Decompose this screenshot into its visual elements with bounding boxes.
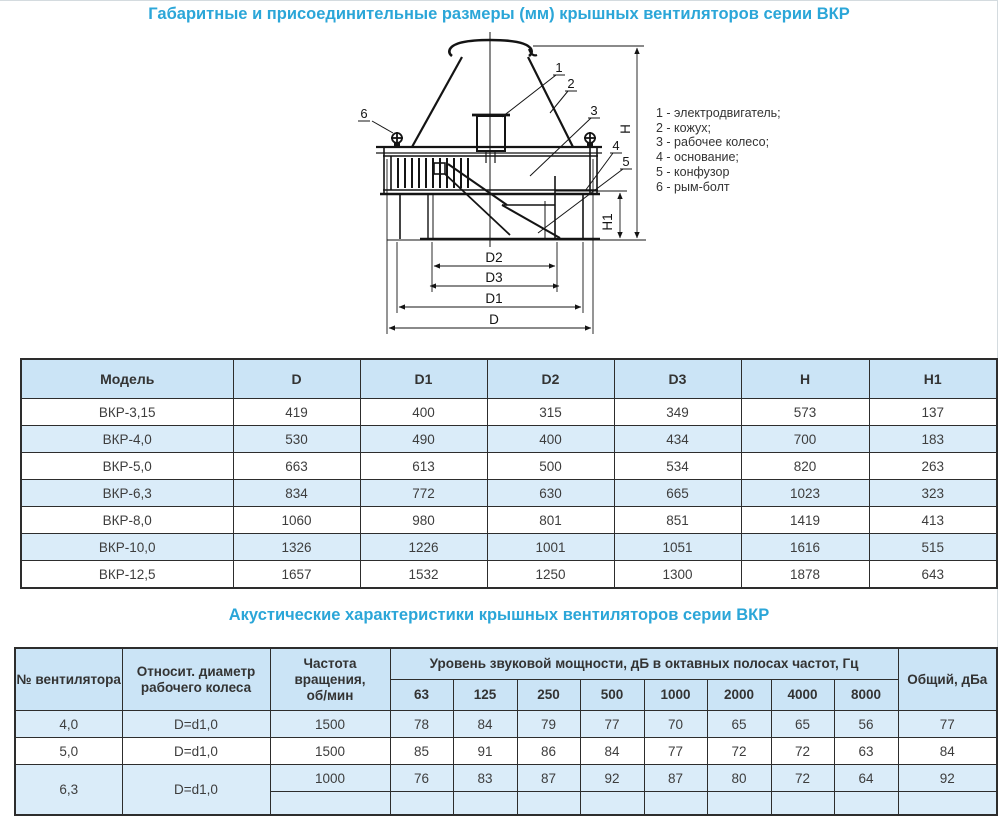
cell-total: 92 bbox=[898, 765, 997, 792]
header-cell-sound-power-group: Уровень звуковой мощности, дБ в октавных полосах частот, Гц bbox=[390, 648, 898, 680]
table-cell: 573 bbox=[741, 399, 869, 426]
header-cell-freq: 1000 bbox=[644, 680, 707, 711]
table-cell: 1532 bbox=[360, 561, 487, 589]
table-cell: 434 bbox=[614, 426, 741, 453]
table-cell bbox=[517, 792, 580, 816]
table-cell: 83 bbox=[453, 765, 517, 792]
table-cell: 70 bbox=[644, 711, 707, 738]
header-cell-freq: 250 bbox=[517, 680, 580, 711]
header-cell-freq: 8000 bbox=[834, 680, 898, 711]
cell-model: ВКР-3,15 bbox=[21, 399, 233, 426]
table-cell: 323 bbox=[869, 480, 997, 507]
cell-rpm: 1500 bbox=[270, 711, 390, 738]
table-cell bbox=[644, 792, 707, 816]
cell-model: ВКР-8,0 bbox=[21, 507, 233, 534]
table-cell: 419 bbox=[233, 399, 360, 426]
table-cell: 85 bbox=[390, 738, 453, 765]
table-cell: 663 bbox=[233, 453, 360, 480]
table-cell: 1300 bbox=[614, 561, 741, 589]
cell-fan-number: 5,0 bbox=[15, 738, 122, 765]
table-cell: 91 bbox=[453, 738, 517, 765]
table-cell: 87 bbox=[517, 765, 580, 792]
table-row bbox=[15, 765, 997, 792]
table-cell: 413 bbox=[869, 507, 997, 534]
legend-item: 4 - основание; bbox=[656, 150, 739, 165]
header-cell-freq: 2000 bbox=[707, 680, 771, 711]
legend-item: 5 - конфузор bbox=[656, 164, 730, 179]
cell-model: ВКР-12,5 bbox=[21, 561, 233, 589]
cell-fan-number: 4,0 bbox=[15, 711, 122, 738]
header-cell-rel-diameter: Относит. диаметр рабочего колеса bbox=[122, 648, 270, 711]
table-cell: 65 bbox=[771, 711, 834, 738]
header-cell-d1: D1 bbox=[360, 359, 487, 399]
table-cell: 72 bbox=[771, 738, 834, 765]
table-cell bbox=[390, 792, 453, 816]
page-title-dimensions: Габаритные и присоединительные размеры (мм) крышных вентиляторов серии ВКР bbox=[148, 5, 850, 23]
table-cell: 801 bbox=[487, 507, 614, 534]
header-cell-freq: 500 bbox=[580, 680, 644, 711]
diagram-legend bbox=[656, 106, 781, 194]
table-cell: 76 bbox=[390, 765, 453, 792]
cell-diameter: D=d1,0 bbox=[122, 738, 270, 765]
table-cell bbox=[771, 792, 834, 816]
table-cell: 1051 bbox=[614, 534, 741, 561]
header-cell-d3: D3 bbox=[614, 359, 741, 399]
table-row bbox=[21, 480, 997, 507]
table-cell: 65 bbox=[707, 711, 771, 738]
table-cell: 613 bbox=[360, 453, 487, 480]
table-row bbox=[21, 561, 997, 589]
table-cell: 1616 bbox=[741, 534, 869, 561]
header-cell-freq: 63 bbox=[390, 680, 453, 711]
header-cell-h1: H1 bbox=[869, 359, 997, 399]
dim-label-d1: D1 bbox=[485, 291, 503, 306]
callout-4: 4 bbox=[612, 138, 620, 153]
table-cell: 1326 bbox=[233, 534, 360, 561]
table-cell: 515 bbox=[869, 534, 997, 561]
table-cell: 630 bbox=[487, 480, 614, 507]
table-header-row bbox=[21, 359, 997, 399]
table-cell: 183 bbox=[869, 426, 997, 453]
table-cell: 84 bbox=[580, 738, 644, 765]
table-cell: 84 bbox=[453, 711, 517, 738]
header-cell-total-dba: Общий, дБа bbox=[898, 648, 997, 711]
cell-model: ВКР-6,3 bbox=[21, 480, 233, 507]
header-cell-h: H bbox=[741, 359, 869, 399]
cell-total: 84 bbox=[898, 738, 997, 765]
table-cell: 643 bbox=[869, 561, 997, 589]
fan-diagram bbox=[0, 29, 998, 355]
table-row bbox=[21, 534, 997, 561]
cell-model: ВКР-4,0 bbox=[21, 426, 233, 453]
table-cell: 665 bbox=[614, 480, 741, 507]
table-cell: 700 bbox=[741, 426, 869, 453]
table-cell: 400 bbox=[487, 426, 614, 453]
dim-label-d2: D2 bbox=[485, 250, 503, 265]
table-cell: 92 bbox=[580, 765, 644, 792]
table-row bbox=[15, 738, 997, 765]
table-cell: 400 bbox=[360, 399, 487, 426]
table-cell: 851 bbox=[614, 507, 741, 534]
table-cell: 72 bbox=[707, 738, 771, 765]
cell-model: ВКР-10,0 bbox=[21, 534, 233, 561]
callout-5: 5 bbox=[622, 154, 630, 169]
legend-item: 3 - рабочее колесо; bbox=[656, 135, 770, 150]
table-cell: 772 bbox=[360, 480, 487, 507]
eyebolt-icons bbox=[391, 132, 596, 147]
table-cell: 1023 bbox=[741, 480, 869, 507]
table-cell: 77 bbox=[644, 738, 707, 765]
acoustics-table bbox=[14, 647, 998, 816]
legend-item: 1 - электродвигатель; bbox=[656, 106, 781, 120]
table-cell: 490 bbox=[360, 426, 487, 453]
dim-label-d: D bbox=[489, 312, 499, 327]
table-cell bbox=[834, 792, 898, 816]
cell-model: ВКР-5,0 bbox=[21, 453, 233, 480]
table-cell bbox=[270, 792, 390, 816]
callout-3: 3 bbox=[590, 103, 598, 118]
table-cell: 263 bbox=[869, 453, 997, 480]
table-cell: 1060 bbox=[233, 507, 360, 534]
table-cell: 834 bbox=[233, 480, 360, 507]
table-cell: 72 bbox=[771, 765, 834, 792]
table-row bbox=[21, 426, 997, 453]
table-cell: 80 bbox=[707, 765, 771, 792]
header-cell-model: Модель bbox=[21, 359, 233, 399]
cell-total: 77 bbox=[898, 711, 997, 738]
header-cell-rpm: Частота вращения, об/мин bbox=[270, 648, 390, 711]
table-cell: 500 bbox=[487, 453, 614, 480]
legend-item: 2 - кожух; bbox=[656, 120, 711, 135]
header-cell-d: D bbox=[233, 359, 360, 399]
callout-1: 1 bbox=[555, 60, 563, 75]
page-title-acoustics: Акустические характеристики крышных вентиляторов серии ВКР bbox=[228, 606, 770, 624]
table-cell bbox=[707, 792, 771, 816]
table-cell: 64 bbox=[834, 765, 898, 792]
table-cell: 980 bbox=[360, 507, 487, 534]
table-cell bbox=[453, 792, 517, 816]
table-cell bbox=[580, 792, 644, 816]
table-cell: 1250 bbox=[487, 561, 614, 589]
table-cell: 79 bbox=[517, 711, 580, 738]
table-row bbox=[21, 453, 997, 480]
table-cell: 1001 bbox=[487, 534, 614, 561]
legend-item: 6 - рым-болт bbox=[656, 179, 730, 194]
table-cell: 137 bbox=[869, 399, 997, 426]
cell-diameter: D=d1,0 bbox=[122, 711, 270, 738]
table-row bbox=[15, 711, 997, 738]
table-cell: 534 bbox=[614, 453, 741, 480]
table-header-row bbox=[15, 648, 997, 680]
table-cell: 530 bbox=[233, 426, 360, 453]
cell-rpm: 1000 bbox=[270, 765, 390, 792]
callout-2: 2 bbox=[567, 76, 575, 91]
table-cell: 87 bbox=[644, 765, 707, 792]
table-cell: 78 bbox=[390, 711, 453, 738]
dim-label-h: H bbox=[618, 124, 633, 134]
header-cell-fan-number: № вентилятора bbox=[15, 648, 122, 711]
table-cell: 820 bbox=[741, 453, 869, 480]
cell-fan-number: 6,3 bbox=[15, 765, 122, 816]
fan-drawing-svg bbox=[350, 29, 660, 355]
callout-6: 6 bbox=[360, 106, 368, 121]
dim-label-d3: D3 bbox=[485, 270, 503, 285]
table-cell: 1226 bbox=[360, 534, 487, 561]
table-cell: 63 bbox=[834, 738, 898, 765]
table-cell bbox=[898, 792, 997, 816]
table-cell: 56 bbox=[834, 711, 898, 738]
header-cell-d2: D2 bbox=[487, 359, 614, 399]
header-cell-freq: 125 bbox=[453, 680, 517, 711]
cell-diameter: D=d1,0 bbox=[122, 765, 270, 816]
dimensions-table bbox=[20, 358, 998, 589]
header-cell-freq: 4000 bbox=[771, 680, 834, 711]
table-cell: 315 bbox=[487, 399, 614, 426]
table-cell: 349 bbox=[614, 399, 741, 426]
dim-label-h1: H1 bbox=[600, 213, 615, 231]
table-row bbox=[21, 507, 997, 534]
table-cell: 1419 bbox=[741, 507, 869, 534]
table-cell: 1878 bbox=[741, 561, 869, 589]
cell-rpm: 1500 bbox=[270, 738, 390, 765]
table-row bbox=[21, 399, 997, 426]
table-cell: 1657 bbox=[233, 561, 360, 589]
table-cell: 86 bbox=[517, 738, 580, 765]
table-cell: 77 bbox=[580, 711, 644, 738]
